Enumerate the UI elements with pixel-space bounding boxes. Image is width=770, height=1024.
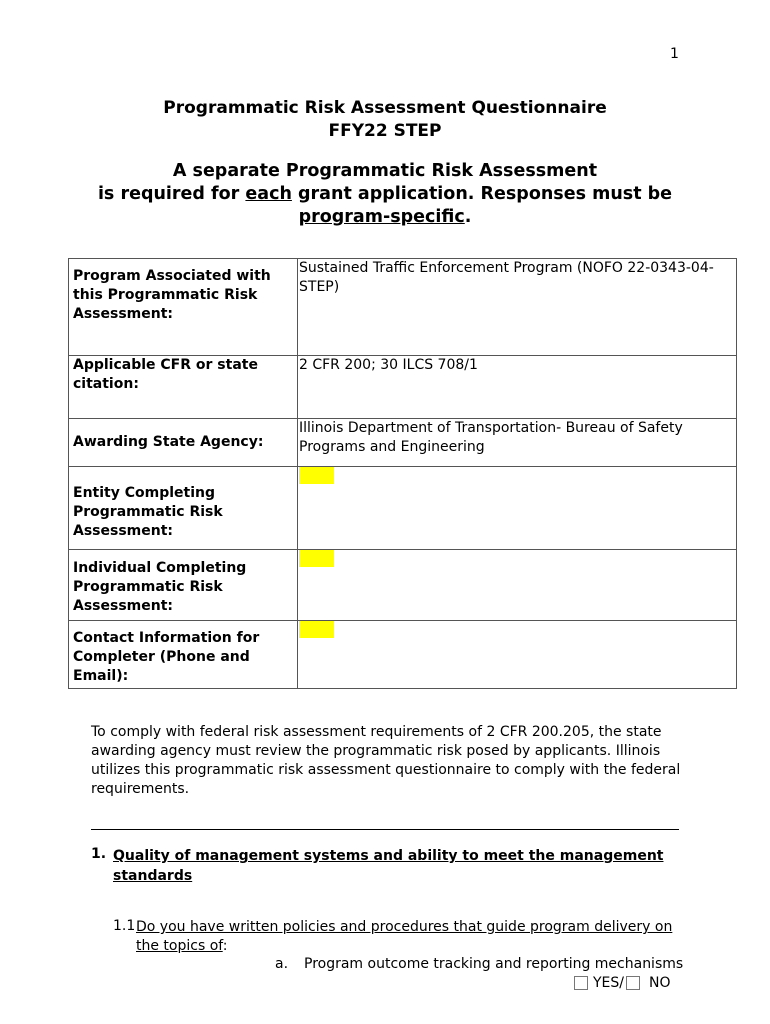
notice-text: . (464, 207, 472, 227)
row-label: Contact Information for Completer (Phone and Email): (69, 621, 298, 689)
question-colon: : (222, 938, 228, 954)
intro-paragraph: To comply with federal risk assessment requirements of 2 CFR 200.205, the state awarding agency must review the programmatic risk posed by applicants. Illinois utilizes this programmatic risk assessment questionnaire to comply with the federal requirements. (91, 724, 681, 797)
notice-text: is required for (97, 184, 246, 204)
section-divider (91, 829, 679, 830)
no-label: NO (649, 975, 671, 991)
table-row (69, 621, 737, 689)
separate-assessment-notice (0, 160, 770, 229)
contact-information-field[interactable] (299, 621, 334, 638)
answer-options (574, 975, 671, 991)
list-item-text: Program outcome tracking and reporting mechanisms (304, 956, 684, 972)
question-prompt: Do you have written policies and procedures that guide program delivery on the topics of (136, 919, 673, 954)
entity-completing-field[interactable] (299, 467, 334, 484)
row-label: Program Associated with this Programmatic Risk Assessment: (69, 259, 298, 356)
row-value: Illinois Department of Transportation- Bureau of Safety Programs and Engineering (298, 419, 737, 467)
document-title: Programmatic Risk Assessment Questionnaire (163, 98, 607, 118)
row-label: Applicable CFR or state citation: (69, 356, 298, 419)
notice-line-1: A separate Programmatic Risk Assessment (172, 161, 598, 181)
row-value: Sustained Traffic Enforcement Program (NOFO 22-0343-04-STEP) (298, 259, 737, 356)
table-row (69, 356, 737, 419)
row-label: Entity Completing Programmatic Risk Assessment: (69, 467, 298, 550)
notice-emphasis-program-specific: program-specific (298, 207, 465, 227)
individual-completing-field[interactable] (299, 550, 334, 567)
row-value (298, 550, 737, 621)
section-title: Quality of management systems and ability to meet the management standards (113, 848, 664, 884)
list-item-marker: a. (275, 956, 289, 972)
row-label: Awarding State Agency: (69, 419, 298, 467)
yes-label: YES/ (593, 975, 625, 991)
table-row (69, 550, 737, 621)
row-value: 2 CFR 200; 30 ILCS 708/1 (298, 356, 737, 419)
row-value (298, 467, 737, 550)
table-row (69, 259, 737, 356)
notice-line-2 (0, 183, 770, 206)
question-number: 1.1 (113, 918, 136, 934)
document-subtitle: FFY22 STEP (328, 121, 442, 141)
section-number: 1. (91, 846, 107, 862)
row-value (298, 621, 737, 689)
notice-emphasis-each: each (245, 184, 292, 204)
table-row (69, 467, 737, 550)
row-label: Individual Completing Programmatic Risk Assessment: (69, 550, 298, 621)
table-row (69, 419, 737, 467)
no-checkbox[interactable] (626, 976, 640, 990)
question-text (136, 918, 696, 956)
page-number: 1 (670, 46, 679, 62)
notice-line-3 (0, 206, 770, 229)
notice-text: grant application. Responses must be (291, 184, 673, 204)
program-info-table (68, 258, 737, 689)
yes-checkbox[interactable] (574, 976, 588, 990)
